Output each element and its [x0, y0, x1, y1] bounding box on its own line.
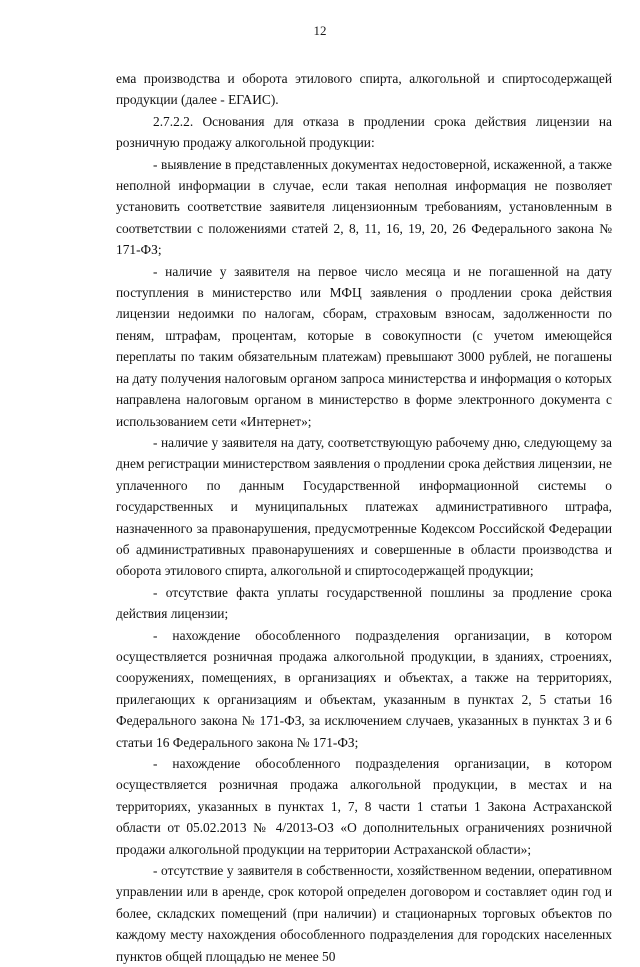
paragraph-location-federal: - нахождение обособленного подразделения организации, в котором осуществляется розничная продажа алкогольной продукции, в зданиях, строениях, сооружениях, помещениях, в организациях и объектах, а также на территориях, прилегающих к организациям и объектам, указанным в пунктах 2, 5 статьи 16 Федерального закона № 171-ФЗ, за исключением случаев, указанных в пунктах 3 и 6 статьи 16 Федерального закона № 171-ФЗ;: [116, 627, 612, 750]
document-body: [116, 68, 612, 967]
paragraph-state-duty: - отсутствие факта уплаты государственной пошлины за продление срока действия лицензии;: [116, 584, 612, 622]
paragraph-section-2-7-2-2: 2.7.2.2. Основания для отказа в продлении срока действия лицензии на розничную продажу алкогольной продукции:: [116, 113, 612, 151]
paragraph-unpaid-fine: - наличие у заявителя на дату, соответствующую рабочему дню, следующему за днем регистрации министерством заявления о продлении срока действия лицензии, не уплаченного по данным Государственной информационной системы о государственных и муниципальных платежах административного штрафа, назначенного за правонарушения, предусмотренные Кодексом Российской Федерации об административных правонарушениях и совершенные в области производства и оборота этилового спирта, алкогольной и спиртосодержащей продукции;: [116, 434, 612, 579]
paragraph-premises-ownership: - отсутствие у заявителя в собственности, хозяйственном ведении, оперативном управлении или в аренде, срок которой определен договором и составляет один год и более, складских помещений (при наличии) и стационарных торговых объектов по каждому месту нахождения обособленного подразделения для городских населенных пунктов общей площадью не менее 50: [116, 863, 612, 964]
paragraph-false-information: - выявление в представленных документах недостоверной, искаженной, а также неполной информации в случае, если такая неполная информация не позволяет установить соответствие заявителя лицензионным требованиям, установленным в соответствии с положениями статей 2, 8, 11, 16, 19, 20, 26 Федерального закона № 171-ФЗ;: [116, 156, 612, 258]
page-number: 12: [313, 23, 327, 38]
paragraph-egais-continuation: ема производства и оборота этилового спирта, алкогольной и спиртосодержащей продукции (далее - ЕГАИС).: [116, 71, 612, 108]
paragraph-tax-arrears: - наличие у заявителя на первое число месяца и не погашенной на дату поступления в министерство или МФЦ заявления о продлении срока действия лицензии недоимки по налогам, сборам, страховым взносам, задолженности по пеням, штрафам, процентам, которые в совокупности (с учетом имеющейся переплаты по таким обязательным платежам) превышают 3000 рублей, не погашены на дату получения налоговым органом запроса министерства и информация о которых направлена налоговым органом в министерство в форме электронного документа с использованием сети «Интернет»;: [116, 263, 612, 429]
paragraph-location-regional: - нахождение обособленного подразделения организации, в котором осуществляется розничная продажа алкогольной продукции, в местах и на территориях, указанных в пунктах 1, 7, 8 части 1 статьи 1 Закона Астраханской области от 05.02.2013 № 4/2013-ОЗ «О дополнительных ограничениях розничной продажи алкогольной продукции на территории Астраханской области»;: [116, 756, 612, 857]
